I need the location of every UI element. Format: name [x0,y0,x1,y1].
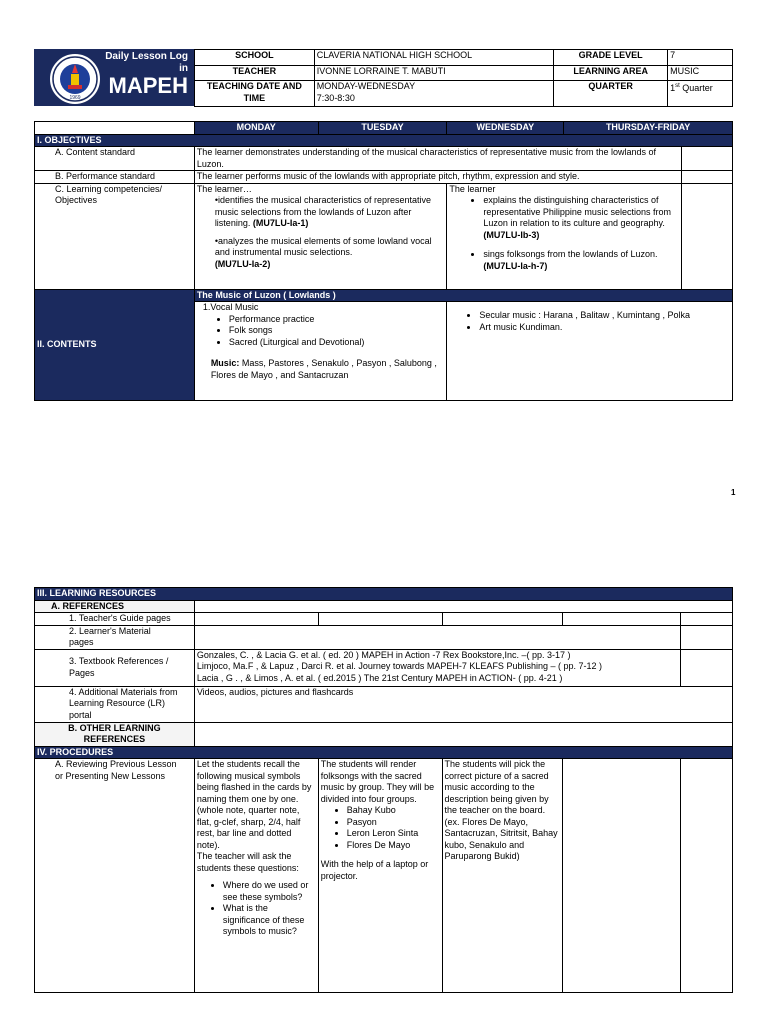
tuesday-song: • Bahay Kubo [347,805,440,817]
grade-value: 7 [668,50,733,66]
col1-item1: •identifies the musical characteristics of representative music selections from the lowlands of Luzon after listening. (MU7LU-Ia-1) [214,195,432,228]
header-banner [34,49,194,106]
datetime-days: MONDAY-WEDNESDAY [316,81,416,91]
content-standard-extra [682,147,733,171]
contents-vocal: 1.Vocal Music [202,302,259,312]
datetime-time: 7:30-8:30 [316,92,355,103]
contents-music-label: Music: [210,358,240,368]
teacher-value: IVONNE LORRAINE T. MABUTI [314,66,553,81]
col2-item2-text: sings folksongs from the lowlands of Luzon. [483,249,658,259]
day-tuesday: TUESDAY [318,122,447,135]
procedure-wednesday [442,759,563,993]
tg-cell [563,613,681,626]
grade-label: GRADE LEVEL [554,50,668,66]
tg-cell [442,613,563,626]
header-table [194,49,733,107]
contents-bar: The Music of Luzon ( Lowlands ) [194,289,732,302]
tuesday-text: The students will render folksongs with the sacred music by group. They will be divided into four groups. [320,759,435,804]
competency-label: C. Learning competencies/ Objectives [35,183,195,289]
textbook-ref: Limjoco, Ma.F , & Lapuz , Darci R. et al. Journey towards MAPEH-7 KLEAFS Publishing – ( pp. 7-12 ) [196,661,602,671]
title-big: MAPEH [108,73,188,98]
objectives-heading: I. OBJECTIVES [35,134,733,147]
procedure-monday [194,759,318,993]
lm-extra [681,625,733,649]
contents-right-item: • Secular music : Harana , Balitaw , Kumintang , Polka [479,310,730,322]
datetime-value [314,81,553,107]
quarter-value [668,81,733,107]
contents-item: • Folk songs [229,325,445,337]
procedure-thursday [563,759,681,993]
quarter-sup: st [675,83,680,89]
col2-code2: (MU7LU-Ia-h-7) [483,260,548,271]
page-number: 1 [731,488,736,497]
objectives-table [34,121,733,401]
references-blank [194,600,732,613]
contents-item: • Performance practice [229,314,445,326]
references-label: A. REFERENCES [35,600,195,613]
performance-standard-extra [682,171,733,184]
additional-label: 4. Additional Materials from Learning Resource (LR) portal [35,686,195,722]
contents-right [447,302,733,401]
tuesday-song: • Flores De Mayo [347,840,440,852]
monday-text: Let the students recall the following musical symbols being flashed in the cards by naming them one by one. (whole note, quarter note, flat, g-clef, sharp, 2/4, half rest, bar line and dotted note). [196,759,312,850]
contents-music [203,358,445,381]
col1-code1: (MU7LU-Ia-1) [252,218,309,228]
title-line2: in [179,63,188,74]
monday-question: • What is the significance of these symbols to music? [223,903,316,938]
tg-cell [681,613,733,626]
logo-year: 1969 [69,95,81,101]
quarter-suffix: Quarter [679,83,713,93]
teacher-label: TEACHER [195,66,315,81]
lm-cell [194,625,680,649]
resources-heading: III. LEARNING RESOURCES [35,588,733,601]
school-label: SCHOOL [195,50,315,66]
monday-text2: The teacher will ask the students these questions: [196,851,299,873]
datetime-label: TEACHING DATE AND TIME [195,81,315,107]
procedure-a-label: A. Reviewing Previous Lesson or Presenting New Lessons [35,759,195,993]
tuesday-song: • Leron Leron Sinta [347,828,440,840]
title-line1: Daily Lesson Log [105,51,188,62]
contents-item: • Sacred (Liturgical and Devotional) [229,337,445,349]
contents-heading: II. CONTENTS [35,289,195,401]
tuesday-song: • Pasyon [347,817,440,829]
other-references-blank [194,722,732,746]
tuesday-text2: With the help of a laptop or projector. [320,859,429,881]
day-monday: MONDAY [194,122,318,135]
day-wednesday: WEDNESDAY [447,122,564,135]
additional-text: Videos, audios, pictures and flashcards [194,686,732,722]
col1-code2: (MU7LU-Ia-2) [214,258,271,269]
tg-label: 1. Teacher's Guide pages [35,613,195,626]
wednesday-text: The students will pick the correct picture of a sacred music according to the description being given by the teacher on the board. (ex. Flores De Mayo, Santacruzan, Sitritsit, Bahay kubo, Senakulo and Paruparong Bukid) [444,759,558,861]
competency-col2 [447,183,682,289]
other-references-label: B. OTHER LEARNING REFERENCES [35,722,195,746]
competency-extra [682,183,733,289]
school-logo [50,54,100,104]
contents-right-item: • Art music Kundiman. [479,322,730,334]
resources-table [34,587,733,993]
textbook-label: 3. Textbook References / Pages [35,649,195,686]
procedure-friday [681,759,733,993]
content-standard-label: A. Content standard [35,147,195,171]
contents-music-text: Mass, Pastores , Senakulo , Pasyon , Salubong , Flores de Mayo , and Santacruzan [210,358,437,380]
textbook-ref: Lacia , G . , & Limos , A. et al. ( ed.2015 ) The 21st Century MAPEH in ACTION- ( pp. 4-21 ) [196,672,563,683]
col1-item2-text: analyzes the musical elements of some lowland vocal and instrumental music selections. [214,235,432,257]
col2-item2 [483,249,679,272]
col2-item1-text: explains the distinguishing characteristics of representative Philippine music selections from Luzon in relation to its culture and geography. [483,195,671,228]
competency-col1 [194,183,447,289]
textbook-refs [194,649,680,686]
tg-cell [318,613,442,626]
lm-label: 2. Learner's Material pages [35,625,195,649]
days-blank [35,122,195,135]
area-value: MUSIC [668,66,733,81]
content-standard-text: The learner demonstrates understanding of the musical characteristics of representative music from the lowlands of Luzon. [194,147,681,171]
performance-standard-text: The learner performs music of the lowlands with appropriate pitch, rhythm, expression and style. [194,171,681,184]
day-thursday-friday: THURSDAY-FRIDAY [564,122,733,135]
tg-cell [194,613,318,626]
monday-question: • Where do we used or see these symbols? [223,880,316,903]
col1-intro: The learner… [196,183,252,194]
textbook-extra [681,649,733,686]
col2-code1: (MU7LU-Ib-3) [483,229,540,240]
school-value: CLAVERIA NATIONAL HIGH SCHOOL [314,50,553,66]
procedure-tuesday [318,759,442,993]
quarter-label: QUARTER [554,81,668,107]
school-seal-icon [52,56,98,102]
performance-standard-label: B. Performance standard [35,171,195,184]
area-label: LEARNING AREA [554,66,668,81]
col2-item1 [483,195,679,241]
textbook-ref: Gonzales, C. , & Lacia G. et al. ( ed. 20 ) MAPEH in Action -7 Rex Bookstore,Inc. –( pp. 3-17 ) [196,649,571,660]
col2-intro: The learner [449,183,496,194]
col1-item1-text: identifies the musical characteristics of representative music selections from the lowlands of Luzon after listening. [214,195,432,228]
contents-left [194,302,447,401]
quarter-number: 1 [670,83,676,93]
procedures-heading: IV. PROCEDURES [35,746,733,759]
col1-item2: •analyzes the musical elements of some lowland vocal and instrumental music selections. (MU7LU-Ia-2) [214,235,432,269]
